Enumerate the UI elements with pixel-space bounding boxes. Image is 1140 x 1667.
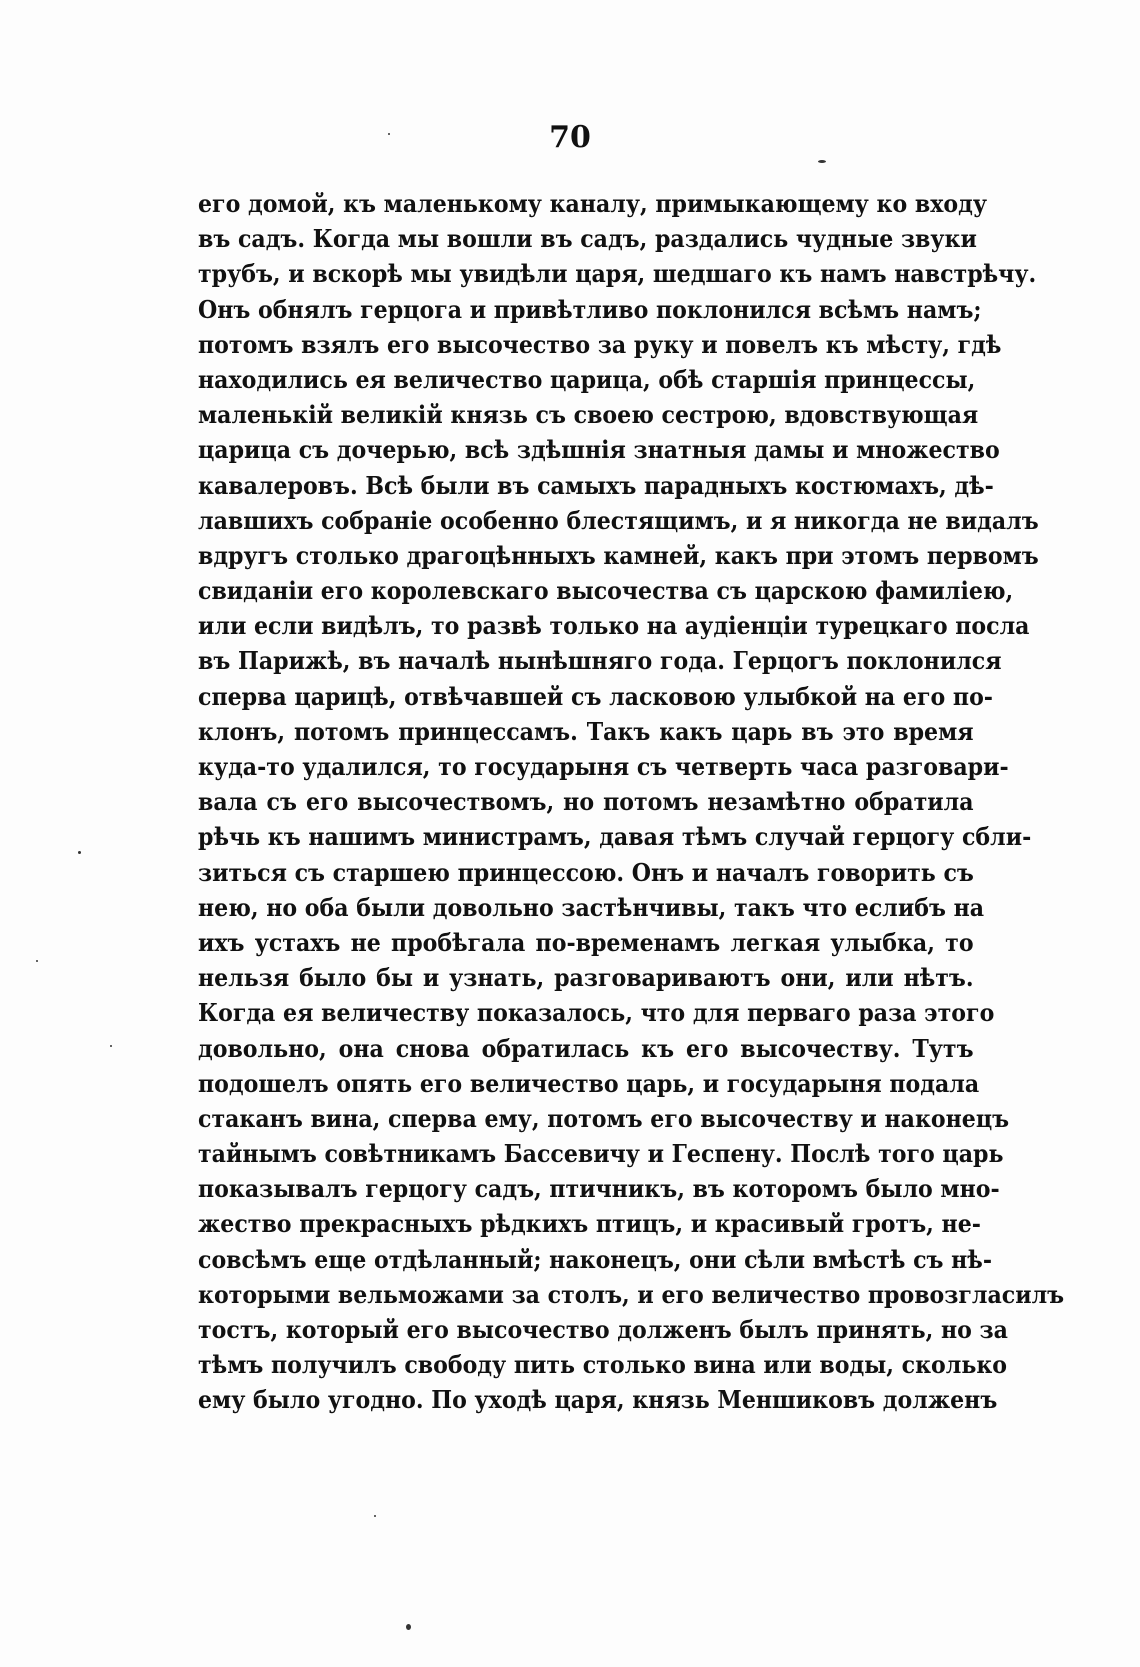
text-line: тѣмъ получилъ свободу пить столько вина или воды, сколько [198,1350,1008,1380]
text-line: которыми вельможами за столъ, и его величество провозгласилъ [198,1279,1065,1309]
scan-speck [374,1515,376,1517]
text-line: тайнымъ совѣтникамъ Бассевичу и Геспену. Послѣ того царь [198,1139,1004,1169]
text-line: лавшихъ собраніе особенно блестящимъ, и я никогда не видалъ [198,505,1039,535]
text-line: рѣчь къ нашимъ министрамъ, давая тѣмъ случай герцогу сбли- [198,822,1032,852]
scan-speck [818,160,826,163]
text-line: показывалъ герцогу садъ, птичникъ, въ которомъ было мно- [198,1174,1000,1204]
text-line: трубъ, и вскорѣ мы увидѣли царя, шедшаго къ намъ навстрѣчу. [198,259,1037,289]
text-line: стаканъ вина, сперва ему, потомъ его высочеству и наконецъ [198,1103,1010,1133]
scan-speck [110,1045,112,1047]
text-line: нею, но оба были довольно застѣнчивы, такъ что еслибъ на [198,892,985,922]
text-line: нельзя было бы и узнать, разговариваютъ они, или нѣтъ. [198,963,974,993]
text-line: маленькій великій князь съ своею сестрою, вдовствующая [198,400,979,430]
text-line: вала съ его высочествомъ, но потомъ незамѣтно обратила [198,787,974,817]
text-line: совсѣмъ еще отдѣланный; наконецъ, они сѣли вмѣстѣ съ нѣ- [198,1244,992,1274]
text-line: кавалеровъ. Всѣ были въ самыхъ парадныхъ костюмахъ, дѣ- [198,470,994,500]
text-line: въ Парижѣ, въ началѣ нынѣшняго года. Герцогъ поклонился [198,646,1002,676]
text-line: ихъ устахъ не пробѣгала по-временамъ легкая улыбка, то [198,927,974,957]
text-line: находились ея величество царица, обѣ старшія принцессы, [198,364,976,394]
text-line: Когда ея величеству показалось, что для перваго раза этого [198,998,995,1028]
text-line: зиться съ старшею принцессою. Онъ и началъ говорить съ [198,857,974,887]
text-line: потомъ взялъ его высочество за руку и повелъ къ мѣсту, гдѣ [198,329,1002,359]
text-line: въ садъ. Когда мы вошли въ садъ, раздались чудные звуки [198,224,977,254]
scan-speck [36,960,38,962]
text-line: или если видѣлъ, то развѣ только на аудіенціи турецкаго посла [198,611,1030,641]
text-line: подошелъ опять его величество царь, и государыня подала [198,1068,980,1098]
text-line: сперва царицѣ, отвѣчавшей съ ласковою улыбкой на его по- [198,681,993,711]
page-number: 70 [549,120,591,155]
scan-speck [78,851,81,854]
text-line: клонъ, потомъ принцессамъ. Такъ какъ царь въ это время [198,716,974,746]
text-line: ему было угодно. По уходѣ царя, князь Меншиковъ долженъ [198,1385,998,1415]
text-line: жество прекрасныхъ рѣдкихъ птицъ, и красивый гротъ, не- [198,1209,981,1239]
text-line: куда-то удалился, то государыня съ четверть часа разговари- [198,752,1009,781]
text-line: царица съ дочерью, всѣ здѣшнія знатныя дамы и множество [198,435,1000,465]
body-text [198,186,1065,1418]
text-line: его домой, къ маленькому каналу, примыкающему ко входу [198,189,987,218]
text-line: Онъ обнялъ герцога и привѣтливо поклонился всѣмъ намъ; [198,294,982,324]
text-line: вдругъ столько драгоцѣнныхъ камней, какъ при этомъ первомъ [198,540,1039,570]
text-line: довольно, она снова обратилась къ его высочеству. Тутъ [198,1033,974,1063]
scan-speck [406,1624,411,1630]
scan-speck [388,133,390,135]
text-line: свиданіи его королевскаго высочества съ царскою фамиліею, [198,576,1014,606]
text-line: тостъ, который его высочество долженъ былъ принять, но за [198,1315,1008,1344]
